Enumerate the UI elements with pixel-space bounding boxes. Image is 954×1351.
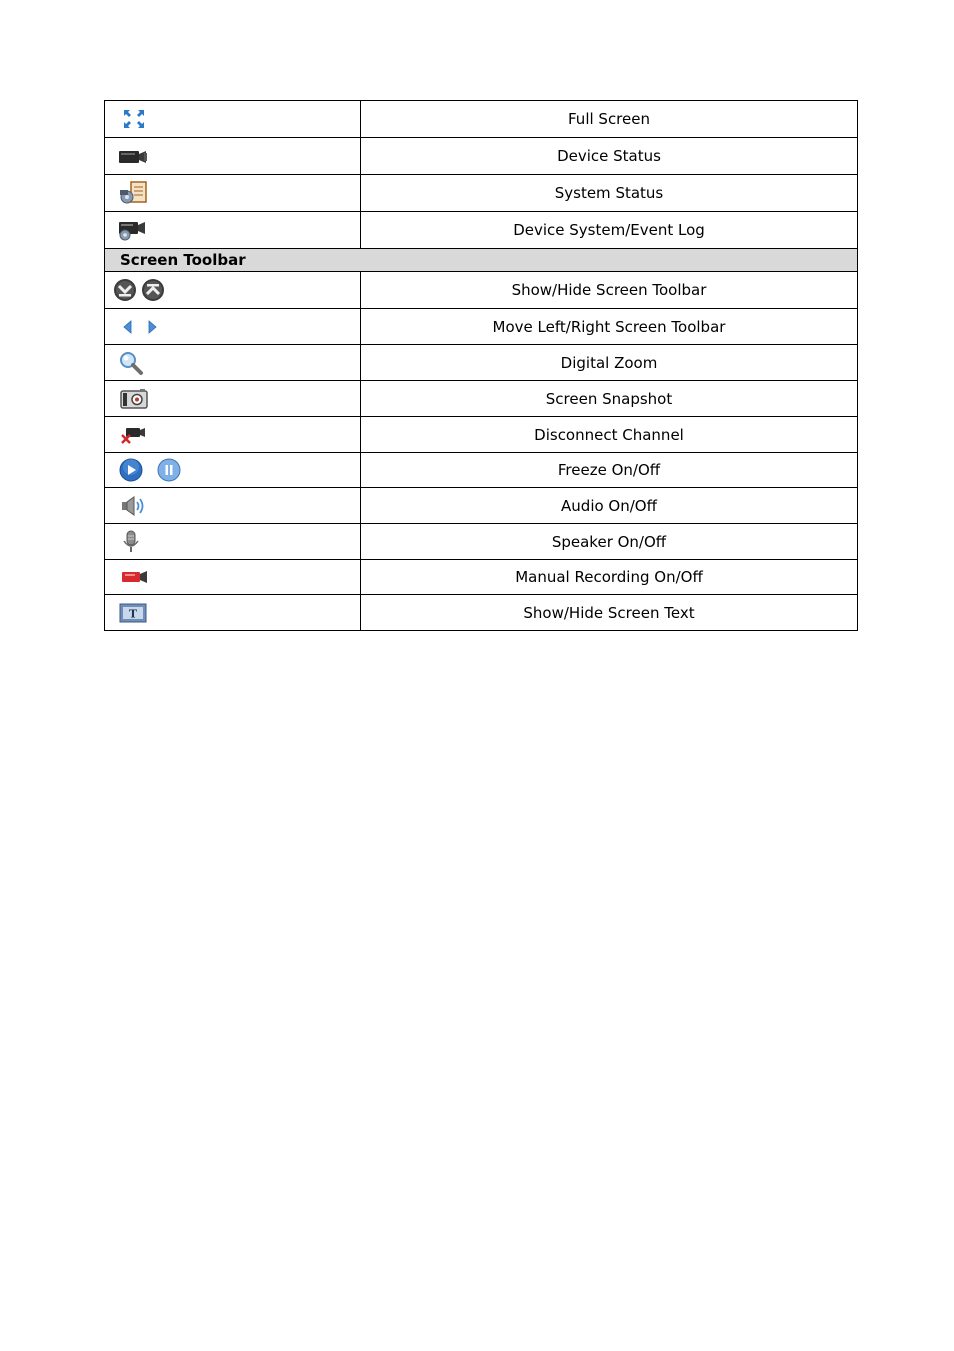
row-label: Speaker On/Off: [361, 524, 858, 560]
record-camera-icon: [120, 568, 150, 586]
row-label: Manual Recording On/Off: [361, 560, 858, 595]
row-label: Audio On/Off: [361, 488, 858, 524]
row-label: Disconnect Channel: [361, 417, 858, 453]
svg-text:T: T: [128, 607, 138, 620]
magnifier-icon: [118, 350, 144, 376]
row-label: Show/Hide Screen Text: [361, 595, 858, 631]
chevron-down-icon: [113, 278, 137, 302]
fullscreen-icon: [123, 109, 145, 129]
table-row: [105, 453, 858, 488]
play-icon: [119, 458, 143, 482]
icon-cell: [105, 524, 361, 560]
table-row: [105, 488, 858, 524]
icon-cell: [105, 488, 361, 524]
arrow-left-icon: [123, 320, 133, 334]
icon-cell: [105, 138, 361, 175]
icon-cell: [105, 453, 361, 488]
table-row: [105, 175, 858, 212]
snapshot-camera-icon: [120, 388, 148, 410]
row-label: Full Screen: [361, 101, 858, 138]
table-row: [105, 138, 858, 175]
icon-cell: [105, 345, 361, 381]
icon-cell: [105, 175, 361, 212]
row-label: Device Status: [361, 138, 858, 175]
disconnect-camera-icon: [120, 425, 146, 445]
row-label: Freeze On/Off: [361, 453, 858, 488]
event-log-icon: [118, 219, 148, 241]
icon-cell: [105, 101, 361, 138]
table-row: [105, 212, 858, 249]
row-label: Digital Zoom: [361, 345, 858, 381]
speaker-icon: [120, 496, 148, 516]
icon-cell: [105, 595, 361, 631]
table-row: [105, 272, 858, 309]
row-label: System Status: [361, 175, 858, 212]
section-title: Screen Toolbar: [105, 249, 858, 272]
icon-cell: [105, 212, 361, 249]
icon-cell: [105, 309, 361, 345]
table-row: [105, 381, 858, 417]
table-row: [105, 560, 858, 595]
chevron-up-icon: [141, 278, 165, 302]
icon-cell: [105, 381, 361, 417]
row-label: Device System/Event Log: [361, 212, 858, 249]
icon-cell: [105, 560, 361, 595]
table-row: [105, 524, 858, 560]
text-icon: [119, 603, 147, 623]
section-header-row: [105, 249, 858, 272]
table-row: [105, 309, 858, 345]
system-status-icon: [118, 181, 148, 205]
table-row: [105, 595, 858, 631]
camera-icon: [118, 149, 148, 165]
row-label: Move Left/Right Screen Toolbar: [361, 309, 858, 345]
table-row: [105, 345, 858, 381]
arrow-right-icon: [147, 320, 157, 334]
icon-legend-table: [104, 100, 858, 631]
row-label: Show/Hide Screen Toolbar: [361, 272, 858, 309]
row-label: Screen Snapshot: [361, 381, 858, 417]
icon-cell: [105, 272, 361, 309]
table-row: [105, 417, 858, 453]
microphone-icon: [122, 530, 140, 554]
table-row: [105, 101, 858, 138]
icon-cell: [105, 417, 361, 453]
pause-icon: [157, 458, 181, 482]
